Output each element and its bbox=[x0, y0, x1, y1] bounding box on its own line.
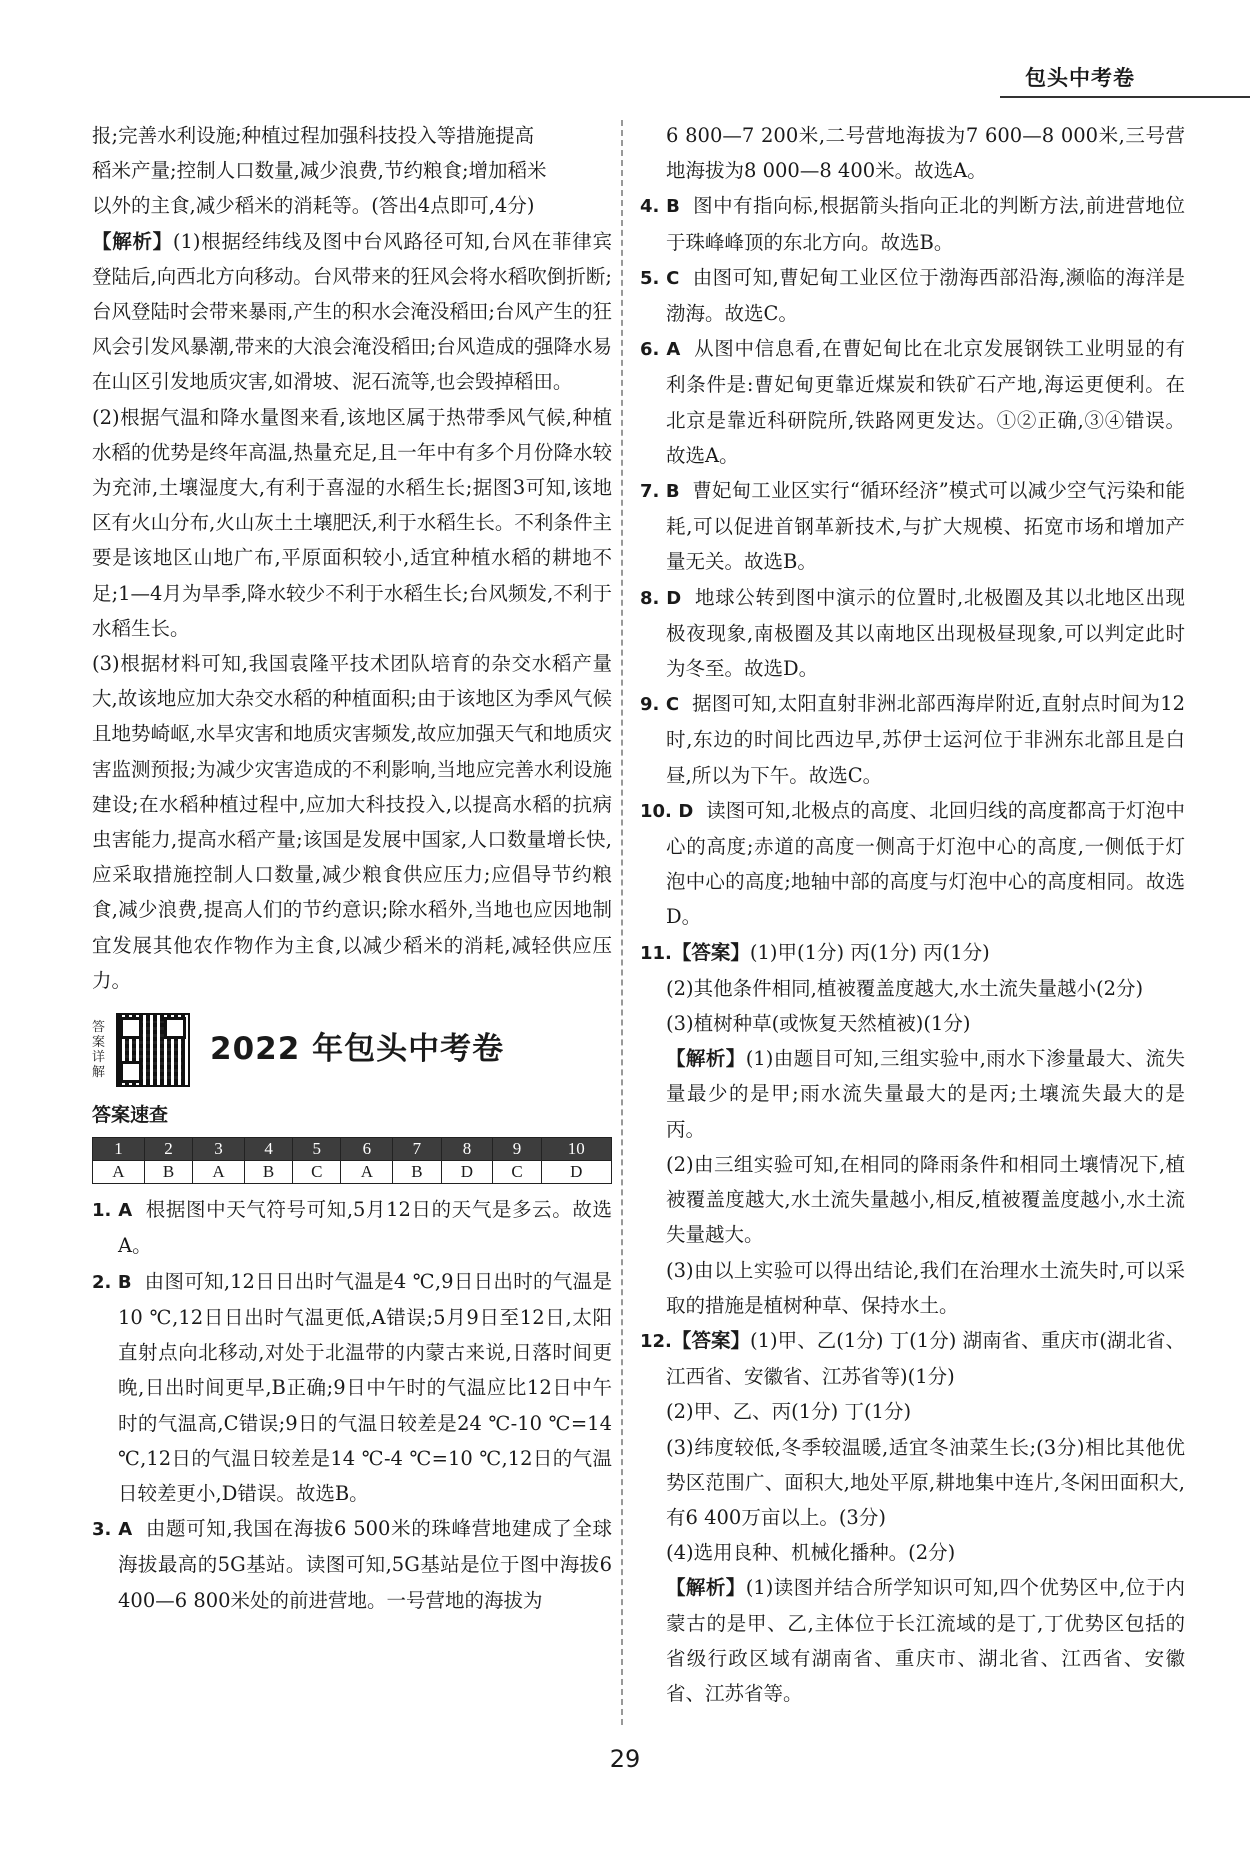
question-item: 6. A 从图中信息看,在曹妃甸比在北京发展钢铁工业明显的有利条件是:曹妃甸更靠近煤炭和铁矿石产地,海运更便利。在北京是靠近科研院所,铁路网更发达。①②正确,③④错误。故选A。 bbox=[640, 337, 1185, 467]
table-cell: A bbox=[341, 1161, 393, 1184]
column-divider bbox=[621, 120, 623, 1725]
question-item: 5. C 由图可知,曹妃甸工业区位于渤海西部沿海,濒临的海洋是渤海。故选C。 bbox=[640, 265, 1185, 326]
table-cell: D bbox=[441, 1161, 493, 1184]
question-item: 4. B 图中有指向标,根据箭头指向正北的判断方法,前进营地位于珠峰峰顶的东北方向。故选B。 bbox=[640, 194, 1185, 254]
question-continuation: 6 800—7 200米,二号营地海拔为7 600—8 000米,三号营地海拔为8 000—8 400米。故选A。 bbox=[666, 124, 1185, 183]
question-item: 1. A 根据图中天气符号可知,5月12日的天气是多云。故选A。 bbox=[92, 1198, 612, 1258]
running-header: 包头中考卷 bbox=[1025, 66, 1135, 90]
table-cell: B bbox=[244, 1161, 292, 1184]
answer-line: (2)甲、乙、丙(1分) 丁(1分) bbox=[666, 1400, 912, 1424]
question-item: 8. D 地球公转到图中演示的位置时,北极圈及其以北地区出现极夜现象,南极圈及其以南地区出现极昼现象,可以判定此时为冬至。故选D。 bbox=[640, 585, 1185, 681]
page-number: 29 bbox=[609, 1745, 641, 1773]
analysis-paragraph: (2)由三组实验可知,在相同的降雨条件和相同土壤情况下,植被覆盖度越大,水土流失量越小,相反,植被覆盖度越小,水土流失量越大。 bbox=[666, 1152, 1185, 1247]
question-item: 10. D 读图可知,北极点的高度、北回归线的高度都高于灯泡中心的高度;赤道的高度一侧高于灯泡中心的高度,一侧低于灯泡中心的高度;地轴中部的高度与灯泡中心的高度相同。故选D。 bbox=[640, 798, 1185, 929]
right-column bbox=[640, 118, 1185, 1711]
answer-line: 以外的主食,减少稻米的消耗等。(答出4点即可,4分) bbox=[92, 194, 535, 218]
question-item: 11.【答案】(1)甲(1分) 丙(1分) 丙(1分) bbox=[640, 940, 990, 964]
table-cell: 1 bbox=[93, 1138, 145, 1161]
qr-code-icon bbox=[116, 1013, 190, 1087]
table-cell: 6 bbox=[341, 1138, 393, 1161]
exam-title: 2022 年包头中考卷 bbox=[210, 1031, 505, 1068]
table-cell: A bbox=[193, 1161, 245, 1184]
header-rule bbox=[1000, 96, 1250, 98]
answer-line: (3)植树种草(或恢复天然植被)(1分) bbox=[666, 1012, 971, 1036]
question-item: 12.【答案】(1)甲、乙(1分) 丁(1分) 湖南省、重庆市(湖北省、江西省、安徽省、江苏省等)(1分) bbox=[640, 1328, 1185, 1389]
answer-table-header-row bbox=[93, 1138, 612, 1161]
analysis-paragraph: 【解析】(1)由题目可知,三组实验中,雨水下渗量最大、流失量最少的是甲;雨水流失量最大的是丙;土壤流失最大的是丙。 bbox=[666, 1047, 1185, 1141]
analysis-paragraph: 【解析】(1)根据经纬线及图中台风路径可知,台风在菲律宾登陆后,向西北方向移动。台风带来的狂风会将水稻吹倒折断;台风登陆时会带来暴雨,产生的积水会淹没稻田;台风产生的狂风会引发风暴潮,带来的大浪会淹没稻田;台风造成的强降水易在山区引发地质灾害,如滑坡、泥石流等,也会毁掉稻田。 bbox=[92, 229, 612, 394]
table-cell: 10 bbox=[541, 1138, 611, 1161]
table-cell: 5 bbox=[293, 1138, 341, 1161]
answer-line: 报;完善水利设施;种植过程加强科技投入等措施提高 bbox=[92, 124, 535, 147]
qr-side-label: 答案详解 bbox=[92, 1020, 106, 1081]
answer-line: 稻米产量;控制人口数量,减少浪费,节约粮食;增加稻米 bbox=[92, 159, 547, 183]
table-cell: D bbox=[541, 1161, 611, 1184]
analysis-label: 【解析】 bbox=[92, 229, 173, 253]
question-item: 7. B 曹妃甸工业区实行“循环经济”模式可以减少空气污染和能耗,可以促进首钢革新技术,与扩大规模、拓宽市场和增加产量无关。故选B。 bbox=[640, 479, 1185, 574]
table-cell: B bbox=[393, 1161, 441, 1184]
analysis-paragraph: (2)根据气温和降水量图来看,该地区属于热带季风气候,种植水稻的优势是终年高温,热量充足,且一年中有多个月份降水较为充沛,土壤湿度大,有利于喜湿的水稻生长;据图3可知,该地区有火山分布,火山灰土土壤肥沃,利于水稻生长。不利条件主要是该地区山地广布,平原面积较小,适宜种植水稻的耕地不足;1—4月为旱季,降水较少不利于水稻生长;台风频发,不利于水稻生长。 bbox=[92, 405, 612, 640]
analysis-paragraph: (3)由以上实验可以得出结论,我们在治理水土流失时,可以采取的措施是植树种草、保持水土。 bbox=[666, 1258, 1185, 1317]
left-column bbox=[92, 118, 612, 1618]
table-cell: C bbox=[493, 1161, 541, 1184]
table-cell: 9 bbox=[493, 1138, 541, 1161]
answer-table bbox=[92, 1137, 612, 1184]
analysis-paragraph: (3)根据材料可知,我国袁隆平技术团队培育的杂交水稻产量大,故该地应加大杂交水稻的种植面积;由于该地区为季风气候且地势崎岖,水旱灾害和地质灾害频发,故应加强天气和地质灾害监测预报;为减少灾害造成的不利影响,当地应完善水利设施建设;在水稻种植过程中,应加大科技投入,以提高水稻的抗病虫害能力,提高水稻产量;该国是发展中国家,人口数量增长快,应采取措施控制人口数量,减少粮食供应压力;应倡导节约粮食,减少浪费,提高人们的节约意识;除水稻外,当地也应因地制宜发展其他农作物作为主食,以减少稻米的消耗,减轻供应压力。 bbox=[92, 652, 612, 992]
quick-check-heading: 答案速查 bbox=[92, 1104, 169, 1127]
table-cell: C bbox=[293, 1161, 341, 1184]
analysis-paragraph: 【解析】(1)读图并结合所学知识可知,四个优势区中,位于内蒙古的是甲、乙,主体位于长江流域的是丁,丁优势区包括的省级行政区域有湖南省、重庆市、湖北省、江西省、安徽省、江苏省等。 bbox=[666, 1576, 1185, 1705]
table-cell: 3 bbox=[193, 1138, 245, 1161]
table-cell: 4 bbox=[244, 1138, 292, 1161]
table-cell: 7 bbox=[393, 1138, 441, 1161]
exam-title-block bbox=[92, 1004, 612, 1096]
answer-table-row bbox=[93, 1161, 612, 1184]
table-cell: B bbox=[144, 1161, 192, 1184]
answer-line: (3)纬度较低,冬季较温暖,适宜冬油菜生长;(3分)相比其他优势区范围广、面积大,地处平原,耕地集中连片,冬闲田面积大,有6 400万亩以上。(3分) bbox=[666, 1435, 1185, 1529]
table-cell: 2 bbox=[144, 1138, 192, 1161]
table-cell: 8 bbox=[441, 1138, 493, 1161]
answer-line: (2)其他条件相同,植被覆盖度越大,水土流失量越小(2分) bbox=[666, 976, 1144, 1000]
question-item: 9. C 据图可知,太阳直射非洲北部西海岸附近,直射点时间为12时,东边的时间比西边早,苏伊士运河位于非洲东北部且是白昼,所以为下午。故选C。 bbox=[640, 692, 1186, 787]
answer-line: (4)选用良种、机械化播种。(2分) bbox=[666, 1541, 956, 1565]
question-item: 3. A 由题可知,我国在海拔6 500米的珠峰营地建成了全球海拔最高的5G基站。读图可知,5G基站是位于图中海拔6 400—6 800米处的前进营地。一号营地的海拔为 bbox=[92, 1517, 612, 1612]
question-item: 2. B 由图可知,12日日出时气温是4 ℃,9日日出时的气温是10 ℃,12日日出时气温更低,A错误;5月9日至12日,太阳直射点向北移动,对处于北温带的内蒙古来说,日落时间更晚,日出时间更早,B正确;9日中午时的气温应比12日中午时的气温高,C错误;9日的气温日较差是24 ℃-10 ℃=14 ℃,12日的气温日较差是14 ℃-4 ℃=10 ℃,12日的气温日较差更小,D错误。故选B。 bbox=[92, 1269, 612, 1505]
table-cell: A bbox=[93, 1161, 145, 1184]
